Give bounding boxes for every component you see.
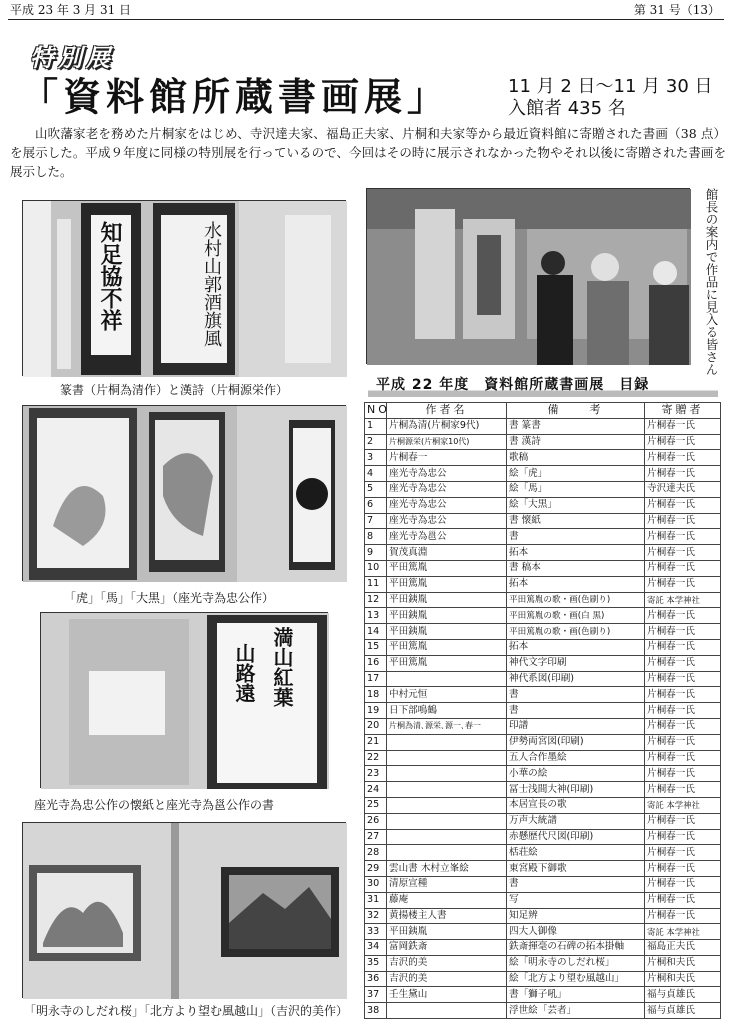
cell-no: 10 xyxy=(365,560,387,576)
table-row xyxy=(365,987,721,1003)
cell-notes: 赤懸歴代尺図(印刷) xyxy=(507,829,645,845)
cell-no: 9 xyxy=(365,545,387,561)
cell-donor: 片桐春一氏 xyxy=(645,639,721,655)
cell-author: 雲山書 木村立峯絵 xyxy=(387,861,507,877)
cell-no: 30 xyxy=(365,876,387,892)
header-notes: 備 考 xyxy=(507,403,645,419)
cell-notes: 書 懐紙 xyxy=(507,513,645,529)
cell-no: 31 xyxy=(365,892,387,908)
cell-notes: 歌稿 xyxy=(507,450,645,466)
cell-donor: 片桐和夫氏 xyxy=(645,955,721,971)
cell-notes: 伊勢両宮図(印刷) xyxy=(507,734,645,750)
cell-author: 平田銕胤 xyxy=(387,924,507,940)
cell-notes: 四大人御像 xyxy=(507,924,645,940)
cell-author: 平田篤胤 xyxy=(387,560,507,576)
catalog-table xyxy=(364,402,721,1019)
cell-donor: 片桐春一氏 xyxy=(645,845,721,861)
cell-no: 3 xyxy=(365,450,387,466)
cell-author: 片桐為清(片桐家9代) xyxy=(387,418,507,434)
scroll-a-text: 知足協不祥 xyxy=(97,221,123,331)
table-row xyxy=(365,703,721,719)
cell-notes: 神代文字印刷 xyxy=(507,655,645,671)
cell-no: 18 xyxy=(365,687,387,703)
cell-author xyxy=(387,797,507,813)
cell-no: 36 xyxy=(365,971,387,987)
cell-no: 29 xyxy=(365,861,387,877)
cell-donor: 片桐春一氏 xyxy=(645,861,721,877)
cell-author xyxy=(387,766,507,782)
table-row xyxy=(365,782,721,798)
cell-donor: 片桐春一氏 xyxy=(645,529,721,545)
special-label: 特別展 xyxy=(30,43,114,72)
cell-notes: 絵「大黒」 xyxy=(507,497,645,513)
cell-no: 12 xyxy=(365,592,387,608)
cell-author: 清原宣種 xyxy=(387,876,507,892)
cell-no: 14 xyxy=(365,624,387,640)
table-row xyxy=(365,734,721,750)
catalog-header-row xyxy=(365,403,721,419)
cell-notes: 東宮殿下御歌 xyxy=(507,861,645,877)
cell-no: 1 xyxy=(365,418,387,434)
cell-no: 7 xyxy=(365,513,387,529)
cell-no: 22 xyxy=(365,750,387,766)
cell-no: 16 xyxy=(365,655,387,671)
cell-author: 片桐源栄(片桐家10代) xyxy=(387,434,507,450)
cell-donor: 片桐春一氏 xyxy=(645,450,721,466)
cell-donor: 片桐春一氏 xyxy=(645,608,721,624)
cell-author: 片桐春一 xyxy=(387,450,507,466)
cell-author: 片桐為清､源栄､源一､春一 xyxy=(387,718,507,734)
table-row xyxy=(365,624,721,640)
cell-author: 平田篤胤 xyxy=(387,576,507,592)
table-row xyxy=(365,940,721,956)
table-row xyxy=(365,797,721,813)
cell-donor: 片桐春一氏 xyxy=(645,576,721,592)
scroll-c-text: 山路遠 xyxy=(232,643,256,703)
table-row xyxy=(365,813,721,829)
cell-donor: 片桐春一氏 xyxy=(645,671,721,687)
cell-no: 19 xyxy=(365,703,387,719)
cell-author xyxy=(387,1003,507,1019)
cell-author: 黄揚楼主人書 xyxy=(387,908,507,924)
table-row xyxy=(365,908,721,924)
table-row xyxy=(365,924,721,940)
cell-author: 壬生黛山 xyxy=(387,987,507,1003)
caption-photo3: 座光寺為忠公作の懐紙と座光寺為邕公作の書 xyxy=(34,798,275,812)
cell-notes: 書 漢詩 xyxy=(507,434,645,450)
cell-donor: 福島正夫氏 xyxy=(645,940,721,956)
photo-tiger-horse-daikoku xyxy=(22,405,346,581)
cell-no: 6 xyxy=(365,497,387,513)
cell-no: 4 xyxy=(365,466,387,482)
cell-author xyxy=(387,845,507,861)
exhibition-title: 「資料館所蔵書画展」 xyxy=(20,74,451,119)
cell-author: 座光寺為忠公 xyxy=(387,497,507,513)
cell-notes: 小華の絵 xyxy=(507,766,645,782)
cell-author xyxy=(387,829,507,845)
photo-paintings-image xyxy=(23,406,347,582)
table-row xyxy=(365,418,721,434)
cell-notes: 絵「明永寺のしだれ桜」 xyxy=(507,955,645,971)
table-row xyxy=(365,481,721,497)
cell-author: 藤庵 xyxy=(387,892,507,908)
cell-donor: 片桐春一氏 xyxy=(645,560,721,576)
cell-donor: 片桐春一氏 xyxy=(645,766,721,782)
issue-date: 平成 23 年 3 月 31 日 xyxy=(10,3,132,17)
cell-author: 座光寺為忠公 xyxy=(387,466,507,482)
table-row xyxy=(365,687,721,703)
cell-no: 8 xyxy=(365,529,387,545)
photo-calligraphy-scrolls xyxy=(22,200,346,376)
table-row xyxy=(365,766,721,782)
photo-calligraphy-image xyxy=(23,201,347,377)
table-row xyxy=(365,545,721,561)
cell-donor: 片桐春一氏 xyxy=(645,513,721,529)
cell-donor: 片桐春一氏 xyxy=(645,750,721,766)
cell-no: 37 xyxy=(365,987,387,1003)
table-row xyxy=(365,1003,721,1019)
table-row xyxy=(365,560,721,576)
cell-no: 11 xyxy=(365,576,387,592)
cell-notes: 書 xyxy=(507,876,645,892)
cell-notes: 書 篆書 xyxy=(507,418,645,434)
cell-notes: 拓本 xyxy=(507,639,645,655)
cell-notes: 冨士浅間大神(印刷) xyxy=(507,782,645,798)
cell-notes: 絵「虎」 xyxy=(507,466,645,482)
cell-author: 座光寺為邕公 xyxy=(387,529,507,545)
cell-donor: 片桐春一氏 xyxy=(645,829,721,845)
cell-author: 吉沢的美 xyxy=(387,971,507,987)
header-rule xyxy=(8,19,724,20)
cell-author: 賀茂真淵 xyxy=(387,545,507,561)
caption-photo5: 館長の案内で作品に見入る皆さん xyxy=(704,188,719,376)
cell-notes: 平田篤胤の歌・画(白 黒) xyxy=(507,608,645,624)
table-row xyxy=(365,861,721,877)
table-row xyxy=(365,592,721,608)
cell-notes: 鉄斎揮毫の石碑の拓本掛軸 xyxy=(507,940,645,956)
table-row xyxy=(365,971,721,987)
cell-donor: 片桐春一氏 xyxy=(645,782,721,798)
cell-donor: 片桐春一氏 xyxy=(645,497,721,513)
cell-notes: 書 稿本 xyxy=(507,560,645,576)
cell-no: 15 xyxy=(365,639,387,655)
cell-notes: 拓本 xyxy=(507,545,645,561)
catalog-title: 平成 22 年度 資料館所蔵書画展 目録 xyxy=(368,375,718,397)
cell-notes: 栝荘絵 xyxy=(507,845,645,861)
table-row xyxy=(365,829,721,845)
cell-author: 座光寺為忠公 xyxy=(387,513,507,529)
cell-author: 平田篤胤 xyxy=(387,639,507,655)
cell-notes: 五人合作墨絵 xyxy=(507,750,645,766)
cell-notes: 拓本 xyxy=(507,576,645,592)
cell-no: 28 xyxy=(365,845,387,861)
cell-no: 34 xyxy=(365,940,387,956)
cell-no: 27 xyxy=(365,829,387,845)
cell-notes: 絵「北方より望む風越山」 xyxy=(507,971,645,987)
cell-donor: 片桐春一氏 xyxy=(645,813,721,829)
cell-no: 32 xyxy=(365,908,387,924)
cell-no: 24 xyxy=(365,782,387,798)
table-row xyxy=(365,671,721,687)
cell-notes: 書「獅子吼」 xyxy=(507,987,645,1003)
attendance: 入館者 435 名 xyxy=(508,98,626,119)
table-row xyxy=(365,466,721,482)
cell-author xyxy=(387,734,507,750)
cell-donor: 片桐春一氏 xyxy=(645,418,721,434)
cell-author: 平田銕胤 xyxy=(387,624,507,640)
cell-no: 17 xyxy=(365,671,387,687)
cell-notes: 神代系図(印刷) xyxy=(507,671,645,687)
cell-no: 5 xyxy=(365,481,387,497)
table-row xyxy=(365,639,721,655)
cell-notes: 知足辨 xyxy=(507,908,645,924)
cell-donor: 寺沢達夫氏 xyxy=(645,481,721,497)
cell-author xyxy=(387,750,507,766)
cell-donor: 片桐春一氏 xyxy=(645,734,721,750)
photo-kaishi-calligraphy xyxy=(40,612,328,788)
cell-donor: 片桐春一氏 xyxy=(645,655,721,671)
cell-donor: 片桐春一氏 xyxy=(645,624,721,640)
cell-donor: 片桐春一氏 xyxy=(645,876,721,892)
cell-donor: 寄託 本学神社 xyxy=(645,592,721,608)
cell-no: 25 xyxy=(365,797,387,813)
cell-author: 平田銕胤 xyxy=(387,592,507,608)
photo-landscape-image xyxy=(23,823,347,999)
cell-author: 吉沢的美 xyxy=(387,955,507,971)
intro-paragraph: 山吹藩家老を務めた片桐家をはじめ、寺沢達夫家、福島正夫家、片桐和夫家等から最近資料館に寄贈された書画（38 点）を展示した。平成９年度に同様の特別展を行っているので、今回はその時に展示されなかった物やそれ以後に寄贈された書画を展示した。 xyxy=(10,126,726,179)
cell-notes: 万声大統譜 xyxy=(507,813,645,829)
photo-visitors xyxy=(366,188,690,364)
cell-author: 座光寺為忠公 xyxy=(387,481,507,497)
cell-donor: 片桐春一氏 xyxy=(645,434,721,450)
cell-donor: 片桐和夫氏 xyxy=(645,971,721,987)
cell-no: 20 xyxy=(365,718,387,734)
header-author: 作者名 xyxy=(387,403,507,419)
cell-author xyxy=(387,671,507,687)
cell-donor: 寄託 本学神社 xyxy=(645,924,721,940)
cell-notes: 浮世絵「芸者」 xyxy=(507,1003,645,1019)
table-row xyxy=(365,450,721,466)
cell-donor: 片桐春一氏 xyxy=(645,892,721,908)
cell-donor: 片桐春一氏 xyxy=(645,687,721,703)
cell-no: 23 xyxy=(365,766,387,782)
cell-donor: 片桐春一氏 xyxy=(645,545,721,561)
cell-author: 富岡鉄斎 xyxy=(387,940,507,956)
cell-author: 中村元恒 xyxy=(387,687,507,703)
cell-donor: 片桐春一氏 xyxy=(645,718,721,734)
photo-visitors-image xyxy=(367,189,691,365)
header-no: NO xyxy=(365,403,387,419)
table-row xyxy=(365,529,721,545)
cell-author xyxy=(387,813,507,829)
cell-no: 26 xyxy=(365,813,387,829)
table-row xyxy=(365,845,721,861)
table-row xyxy=(365,750,721,766)
cell-donor: 片桐春一氏 xyxy=(645,466,721,482)
cell-notes: 書 xyxy=(507,687,645,703)
cell-donor: 片桐春一氏 xyxy=(645,703,721,719)
cell-donor: 福与貞雄氏 xyxy=(645,1003,721,1019)
caption-photo4: 「明永寺のしだれ桜」「北方より望む風越山」（吉沢的美作） xyxy=(24,1004,349,1018)
table-row xyxy=(365,434,721,450)
table-row xyxy=(365,497,721,513)
table-row xyxy=(365,876,721,892)
cell-donor: 寄託 本学神社 xyxy=(645,797,721,813)
table-row xyxy=(365,576,721,592)
cell-no: 2 xyxy=(365,434,387,450)
table-row xyxy=(365,608,721,624)
caption-photo1: 篆書（片桐為清作）と漢詩（片桐源栄作） xyxy=(60,383,289,397)
cell-no: 21 xyxy=(365,734,387,750)
table-row xyxy=(365,513,721,529)
cell-notes: 書 xyxy=(507,529,645,545)
cell-author: 平田銕胤 xyxy=(387,608,507,624)
cell-donor: 片桐春一氏 xyxy=(645,908,721,924)
cell-notes: 平田篤胤の歌・画(色刷り) xyxy=(507,624,645,640)
cell-notes: 平田篤胤の歌・画(色刷り) xyxy=(507,592,645,608)
catalog-body xyxy=(365,418,721,1018)
table-row xyxy=(365,892,721,908)
cell-author: 平田篤胤 xyxy=(387,655,507,671)
cell-no: 13 xyxy=(365,608,387,624)
table-row xyxy=(365,955,721,971)
exhibition-dates: 11 月 2 日～11 月 30 日 xyxy=(508,76,713,97)
header-donor: 寄贈者 xyxy=(645,403,721,419)
cell-no: 35 xyxy=(365,955,387,971)
cell-donor: 福与貞雄氏 xyxy=(645,987,721,1003)
table-row xyxy=(365,718,721,734)
cell-author xyxy=(387,782,507,798)
scroll-d-text: 満山紅葉 xyxy=(270,627,294,707)
table-row xyxy=(365,655,721,671)
cell-no: 33 xyxy=(365,924,387,940)
cell-author: 日下部鳴鶴 xyxy=(387,703,507,719)
cell-notes: 写 xyxy=(507,892,645,908)
cell-no: 38 xyxy=(365,1003,387,1019)
cell-notes: 印譜 xyxy=(507,718,645,734)
scroll-b-text: 水村山郭酒旗風 xyxy=(201,221,222,347)
cell-notes: 書 xyxy=(507,703,645,719)
cell-notes: 本居宣長の歌 xyxy=(507,797,645,813)
cell-notes: 絵「馬」 xyxy=(507,481,645,497)
photo-yoshizawa-paintings xyxy=(22,822,346,998)
caption-photo2: 「虎」「馬」「大黒」（座光寺為忠公作） xyxy=(64,591,275,605)
issue-number: 第 31 号（13） xyxy=(633,3,720,17)
